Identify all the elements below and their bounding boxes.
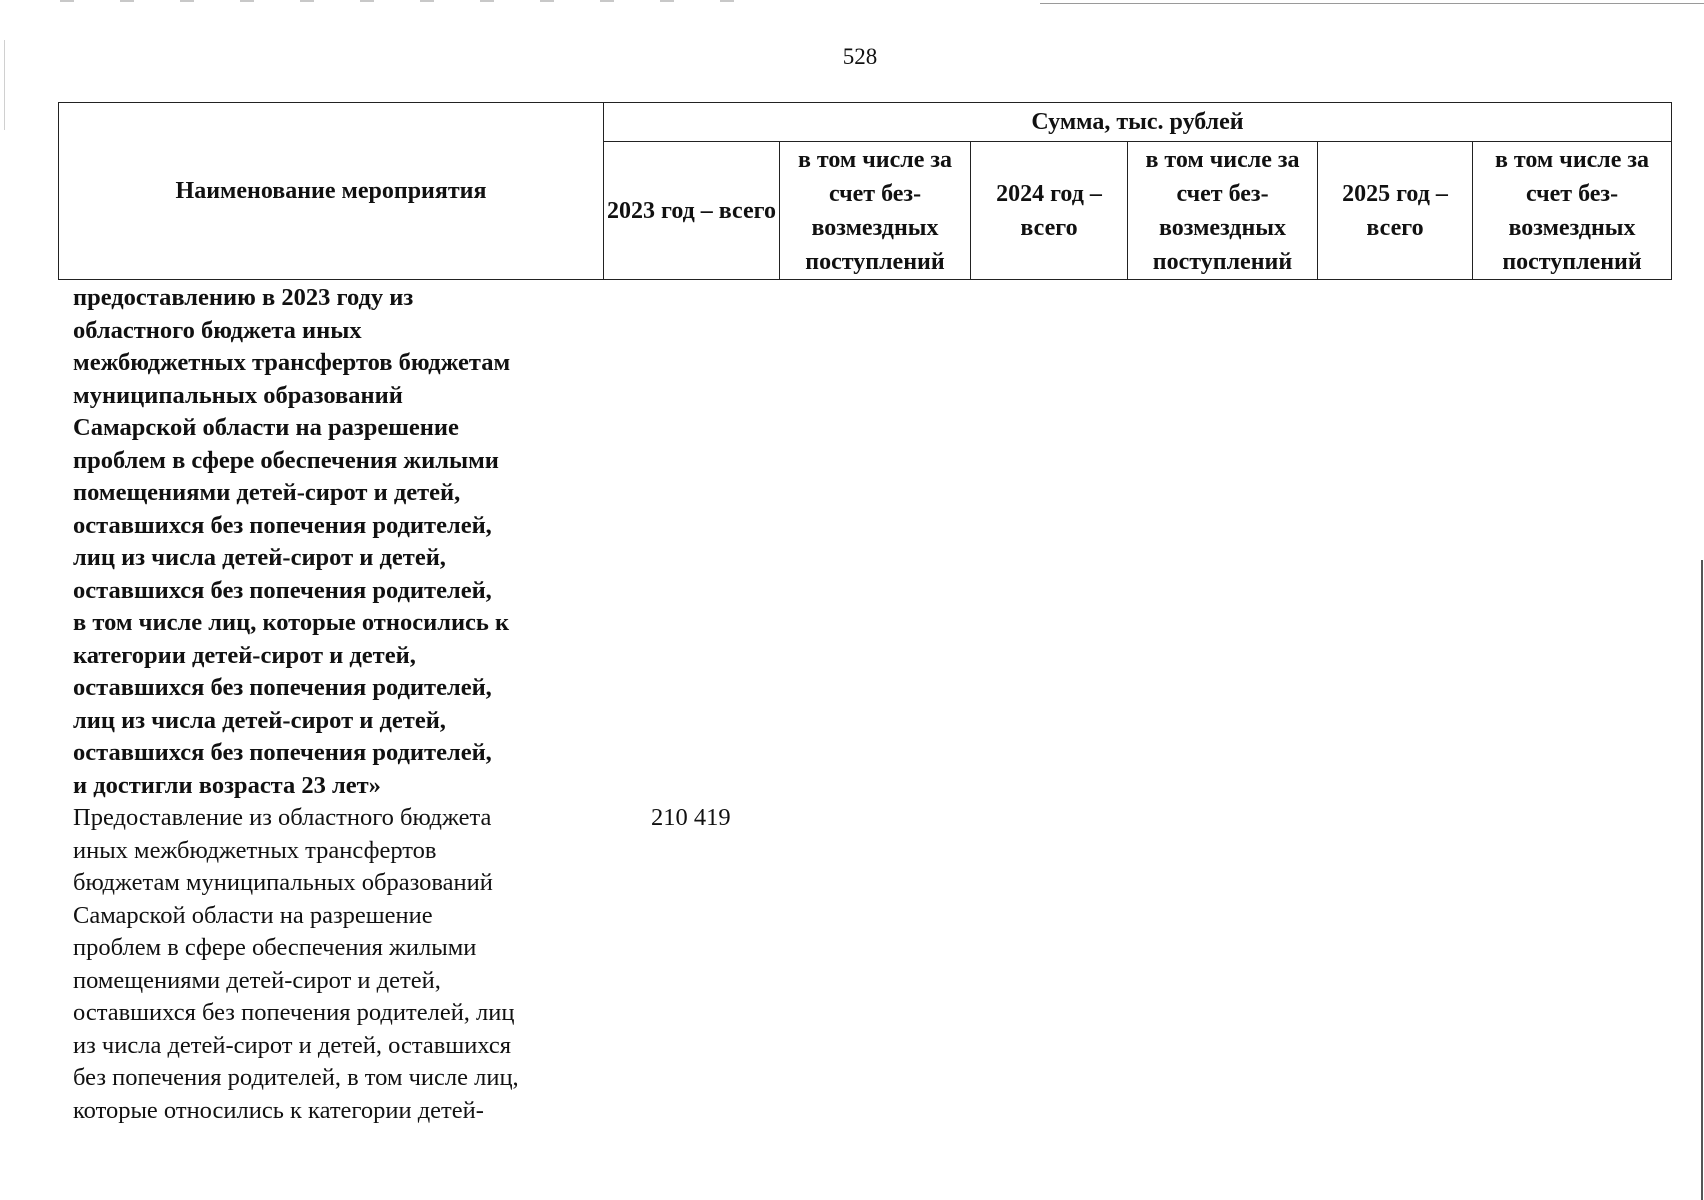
column-header-2024-gratuitous: в том числе за счет без-возмездных поступлений (1128, 142, 1318, 280)
page-number: 528 (842, 44, 878, 69)
section-heading-continuation: предоставлению в 2023 году из областного бюджета иных межбюджетных трансфертов бюджетам муниципальных образований Самарской области на разрешение проблем в сфере обеспечения жилыми помещениями детей-сирот и детей, оставшихся без попечения родителей, лиц из числа детей-сирот и детей, оставшихся без попечения родителей, в том числе лиц, которые относились к категории детей-сирот и детей, оставшихся без попечения родителей, лиц из числа детей-сирот и детей, оставшихся без попечения родителей, и достигли возраста 23 лет» (73, 284, 511, 799)
scan-artifact-top-marks (60, 0, 760, 2)
column-header-2025-gratuitous: в том числе за счет без-возмездных поступлений (1473, 142, 1672, 280)
column-group-header-sum: Сумма, тыс. рублей (604, 103, 1672, 142)
table-header (58, 102, 1672, 280)
table-row-name: Предоставление из областного бюджета иных межбюджетных трансфертов бюджетам муниципальных образований Самарской области на разрешение проблем в сфере обеспечения жилыми помещениями детей-сирот и детей, оставшихся без попечения родителей, лиц из числа детей-сирот и детей, оставшихся без попечения родителей, в том числе лиц, которые относились к категории детей- (73, 804, 519, 1124)
table-row-value-2023: 210 419 (651, 804, 731, 831)
scan-artifact-right-line (1701, 560, 1703, 1200)
column-header-2023-total: 2023 год – всего (604, 142, 780, 280)
column-header-2024-total: 2024 год – всего (971, 142, 1128, 280)
scan-artifact-top-line (1040, 3, 1704, 4)
column-header-2023-gratuitous: в том числе за счет без-возмездных поступлений (780, 142, 971, 280)
column-header-name: Наименование мероприятия (59, 103, 604, 280)
column-header-2025-total: 2025 год – всего (1318, 142, 1473, 280)
